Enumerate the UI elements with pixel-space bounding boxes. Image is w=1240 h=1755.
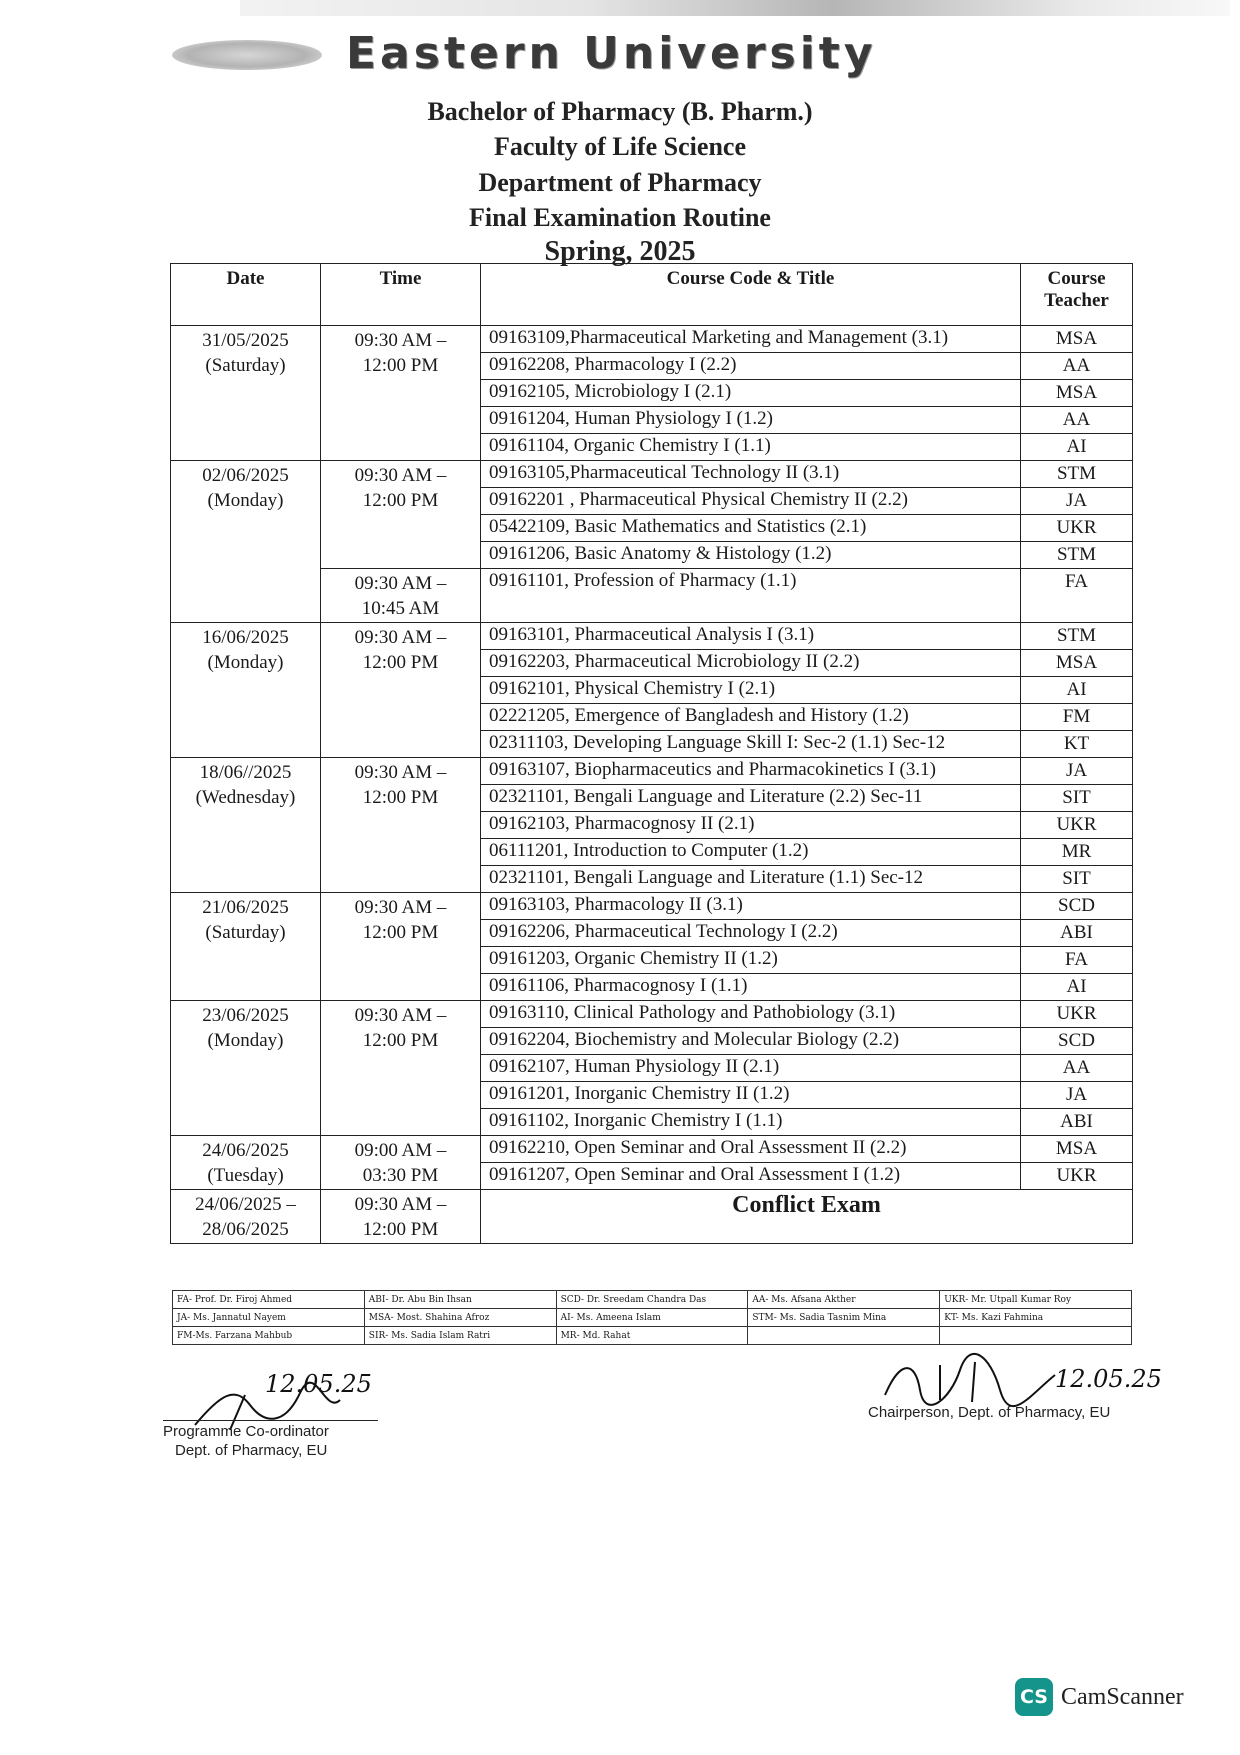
chairperson-role: Chairperson, Dept. of Pharmacy, EU [868, 1404, 1111, 1421]
exam-weekday: (Monday) [207, 1030, 284, 1051]
course-teacher: UKR [1021, 812, 1133, 839]
table-row [171, 461, 1133, 488]
course-teacher: AI [1021, 974, 1133, 1001]
exam-date-cell [171, 1001, 321, 1136]
exam-time-cell [321, 623, 481, 758]
course-code-title: 09162107, Human Physiology II (2.1) [481, 1055, 1021, 1082]
exam-time-start: 09:30 AM – [354, 897, 447, 918]
course-code-title: 09162201 , Pharmaceutical Physical Chemistry II (2.2) [481, 488, 1021, 515]
exam-time-end: 12:00 PM [362, 355, 439, 376]
course-teacher: AI [1021, 677, 1133, 704]
exam-time-cell [321, 758, 481, 893]
course-code-title: 09162105, Microbiology I (2.1) [481, 380, 1021, 407]
exam-weekday: (Saturday) [205, 355, 286, 376]
exam-date-cell [171, 893, 321, 1001]
exam-date: 23/06/2025 [202, 1005, 289, 1026]
conflict-time-cell [321, 1190, 481, 1244]
course-teacher: MSA [1021, 1136, 1133, 1163]
course-teacher: UKR [1021, 1001, 1133, 1028]
exam-time-cell [321, 326, 481, 461]
table-row [171, 1001, 1133, 1028]
course-code-title: 06111201, Introduction to Computer (1.2) [481, 839, 1021, 866]
course-teacher: JA [1021, 488, 1133, 515]
table-row [171, 1136, 1133, 1163]
table-header-row [171, 264, 1133, 326]
exam-date-cell [171, 623, 321, 758]
exam-time-cell [321, 1136, 481, 1190]
course-code-title: 09162210, Open Seminar and Oral Assessment II (2.2) [481, 1136, 1021, 1163]
course-teacher: FA [1021, 569, 1133, 623]
legend-row [173, 1327, 1132, 1345]
course-teacher: MSA [1021, 650, 1133, 677]
camscanner-logo: CS [1015, 1678, 1053, 1716]
exam-weekday: (Saturday) [205, 922, 286, 943]
exam-time-start: 09:30 AM – [354, 1005, 447, 1026]
course-teacher: STM [1021, 461, 1133, 488]
exam-weekday: (Tuesday) [207, 1165, 284, 1186]
course-teacher: MR [1021, 839, 1133, 866]
course-column-header: Course Code & Title [481, 264, 1021, 326]
course-teacher: FM [1021, 704, 1133, 731]
teacher-legend [172, 1290, 1132, 1345]
chairperson-sign-date: 12.05.25 [1055, 1365, 1162, 1393]
course-teacher: ABI [1021, 920, 1133, 947]
course-code-title: 02321101, Bengali Language and Literature (1.1) Sec-12 [481, 866, 1021, 893]
exam-date: 31/05/2025 [202, 330, 289, 351]
course-teacher: SCD [1021, 893, 1133, 920]
legend-entry: UKR- Mr. Utpall Kumar Roy [940, 1291, 1132, 1309]
exam-time-start: 09:30 AM – [354, 573, 447, 594]
legend-entry: ABI- Dr. Abu Bin Ihsan [364, 1291, 556, 1309]
legend-entry [748, 1327, 940, 1345]
teacher-header-line2: Teacher [1044, 290, 1109, 311]
routine-title: Final Examination Routine [469, 203, 771, 232]
legend-entry: STM- Ms. Sadia Tasnim Mina [748, 1309, 940, 1327]
exam-time-end: 12:00 PM [362, 652, 439, 673]
table-row [171, 893, 1133, 920]
exam-time-cell [321, 461, 481, 569]
legend-entry: JA- Ms. Jannatul Nayem [173, 1309, 365, 1327]
course-code-title: 09161104, Organic Chemistry I (1.1) [481, 434, 1021, 461]
table-row [171, 758, 1133, 785]
exam-time-end: 12:00 PM [362, 922, 439, 943]
course-teacher: SCD [1021, 1028, 1133, 1055]
course-code-title: 09163110, Clinical Pathology and Pathobiology (3.1) [481, 1001, 1021, 1028]
course-code-title: 09163105,Pharmaceutical Technology II (3.1) [481, 461, 1021, 488]
course-code-title: 02311103, Developing Language Skill I: Sec-2 (1.1) Sec-12 [481, 731, 1021, 758]
time-column-header: Time [321, 264, 481, 326]
legend-entry: SCD- Dr. Sreedam Chandra Das [556, 1291, 748, 1309]
exam-date: 16/06/2025 [202, 627, 289, 648]
course-teacher: SIT [1021, 866, 1133, 893]
course-teacher: UKR [1021, 1163, 1133, 1190]
course-teacher: KT [1021, 731, 1133, 758]
course-code-title: 09163109,Pharmaceutical Marketing and Management (3.1) [481, 326, 1021, 353]
exam-date-cell [171, 1136, 321, 1190]
exam-weekday: (Monday) [207, 652, 284, 673]
legend-entry: FM-Ms. Farzana Mahbub [173, 1327, 365, 1345]
exam-time-cell [321, 569, 481, 623]
coordinator-sign-date: 12.05.25 [265, 1370, 372, 1398]
course-code-title: 09162208, Pharmacology I (2.2) [481, 353, 1021, 380]
date-column-header: Date [171, 264, 321, 326]
course-teacher: FA [1021, 947, 1133, 974]
legend-row [173, 1309, 1132, 1327]
course-code-title: 09162103, Pharmacognosy II (2.1) [481, 812, 1021, 839]
exam-time-cell [321, 893, 481, 1001]
exam-time-start: 09:30 AM – [354, 465, 447, 486]
course-code-title: 09163103, Pharmacology II (3.1) [481, 893, 1021, 920]
course-code-title: 09161204, Human Physiology I (1.2) [481, 407, 1021, 434]
exam-time-end: 10:45 AM [361, 598, 440, 619]
course-teacher: SIT [1021, 785, 1133, 812]
conflict-date-end: 28/06/2025 [202, 1219, 289, 1240]
exam-time-end: 12:00 PM [362, 490, 439, 511]
course-code-title: 09162203, Pharmaceutical Microbiology II (2.2) [481, 650, 1021, 677]
conflict-date-start: 24/06/2025 – [195, 1194, 296, 1215]
course-teacher: MSA [1021, 380, 1133, 407]
teacher-column-header [1021, 264, 1133, 326]
teacher-header-line1: Course [1047, 268, 1106, 289]
course-teacher: STM [1021, 542, 1133, 569]
legend-row [173, 1291, 1132, 1309]
course-code-title: 09161206, Basic Anatomy & Histology (1.2) [481, 542, 1021, 569]
exam-routine-table [170, 263, 1133, 1244]
university-name: Eastern University [346, 28, 877, 79]
course-code-title: 02221205, Emergence of Bangladesh and History (1.2) [481, 704, 1021, 731]
course-code-title: 09162206, Pharmaceutical Technology I (2.2) [481, 920, 1021, 947]
exam-time-end: 12:00 PM [362, 787, 439, 808]
exam-date: 02/06/2025 [202, 465, 289, 486]
course-code-title: 09161106, Pharmacognosy I (1.1) [481, 974, 1021, 1001]
conflict-date-cell [171, 1190, 321, 1244]
term-heading: Spring, 2025 [544, 236, 696, 267]
coordinator-role: Programme Co-ordinator [163, 1423, 329, 1440]
course-code-title: 09163107, Biopharmaceutics and Pharmacokinetics I (3.1) [481, 758, 1021, 785]
conflict-exam-row [171, 1190, 1133, 1244]
legend-entry: KT- Ms. Kazi Fahmina [940, 1309, 1132, 1327]
course-code-title: 09162204, Biochemistry and Molecular Biology (2.2) [481, 1028, 1021, 1055]
exam-date: 21/06/2025 [202, 897, 289, 918]
exam-weekday: (Monday) [207, 490, 284, 511]
legend-entry: FA- Prof. Dr. Firoj Ahmed [173, 1291, 365, 1309]
course-teacher: AA [1021, 407, 1133, 434]
exam-date: 24/06/2025 [202, 1140, 289, 1161]
course-teacher: MSA [1021, 326, 1133, 353]
course-code-title: 02321101, Bengali Language and Literature (2.2) Sec-11 [481, 785, 1021, 812]
exam-date-cell [171, 758, 321, 893]
camscanner-text: CamScanner [1061, 1683, 1184, 1710]
exam-time-end: 03:30 PM [362, 1165, 439, 1186]
course-code-title: 09161102, Inorganic Chemistry I (1.1) [481, 1109, 1021, 1136]
course-code-title: 09163101, Pharmaceutical Analysis I (3.1) [481, 623, 1021, 650]
department-heading: Department of Pharmacy [478, 168, 762, 197]
exam-time-start: 09:30 AM – [354, 762, 447, 783]
university-logo [172, 40, 322, 70]
routine-body [171, 326, 1133, 1190]
course-code-title: 09162101, Physical Chemistry I (2.1) [481, 677, 1021, 704]
legend-entry [940, 1327, 1132, 1345]
course-teacher: JA [1021, 1082, 1133, 1109]
exam-time-start: 09:30 AM – [354, 627, 447, 648]
legend-entry: SIR- Ms. Sadia Islam Ratri [364, 1327, 556, 1345]
course-code-title: 05422109, Basic Mathematics and Statistics (2.1) [481, 515, 1021, 542]
conflict-exam-label: Conflict Exam [481, 1190, 1133, 1244]
course-code-title: 09161201, Inorganic Chemistry II (1.2) [481, 1082, 1021, 1109]
legend-entry: MR- Md. Rahat [556, 1327, 748, 1345]
exam-date: 18/06//2025 [199, 762, 292, 783]
table-row [171, 623, 1133, 650]
exam-date-cell [171, 461, 321, 623]
coordinator-sign-line [163, 1420, 378, 1421]
course-teacher: STM [1021, 623, 1133, 650]
chairperson-signature [880, 1350, 1070, 1410]
legend-entry: AA- Ms. Afsana Akther [748, 1291, 940, 1309]
exam-time-start: 09:30 AM – [354, 330, 447, 351]
legend-entry: MSA- Most. Shahina Afroz [364, 1309, 556, 1327]
conflict-time-end: 12:00 PM [362, 1219, 439, 1240]
course-teacher: ABI [1021, 1109, 1133, 1136]
coordinator-department: Dept. of Pharmacy, EU [175, 1442, 328, 1459]
course-teacher: JA [1021, 758, 1133, 785]
course-teacher: UKR [1021, 515, 1133, 542]
exam-time-cell [321, 1001, 481, 1136]
exam-time-end: 12:00 PM [362, 1030, 439, 1051]
exam-time-start: 09:00 AM – [354, 1140, 447, 1161]
exam-weekday: (Wednesday) [195, 787, 296, 808]
faculty-heading: Faculty of Life Science [494, 132, 746, 161]
course-code-title: 09161203, Organic Chemistry II (1.2) [481, 947, 1021, 974]
course-teacher: AA [1021, 1055, 1133, 1082]
scan-top-edge [240, 0, 1230, 16]
course-teacher: AA [1021, 353, 1133, 380]
course-code-title: 09161101, Profession of Pharmacy (1.1) [481, 569, 1021, 623]
exam-date-cell [171, 326, 321, 461]
program-heading: Bachelor of Pharmacy (B. Pharm.) [427, 97, 813, 126]
legend-entry: AI- Ms. Ameena Islam [556, 1309, 748, 1327]
camscanner-watermark [1015, 1678, 1184, 1716]
course-code-title: 09161207, Open Seminar and Oral Assessment I (1.2) [481, 1163, 1021, 1190]
conflict-time-start: 09:30 AM – [354, 1194, 447, 1215]
course-teacher: AI [1021, 434, 1133, 461]
table-row [171, 326, 1133, 353]
